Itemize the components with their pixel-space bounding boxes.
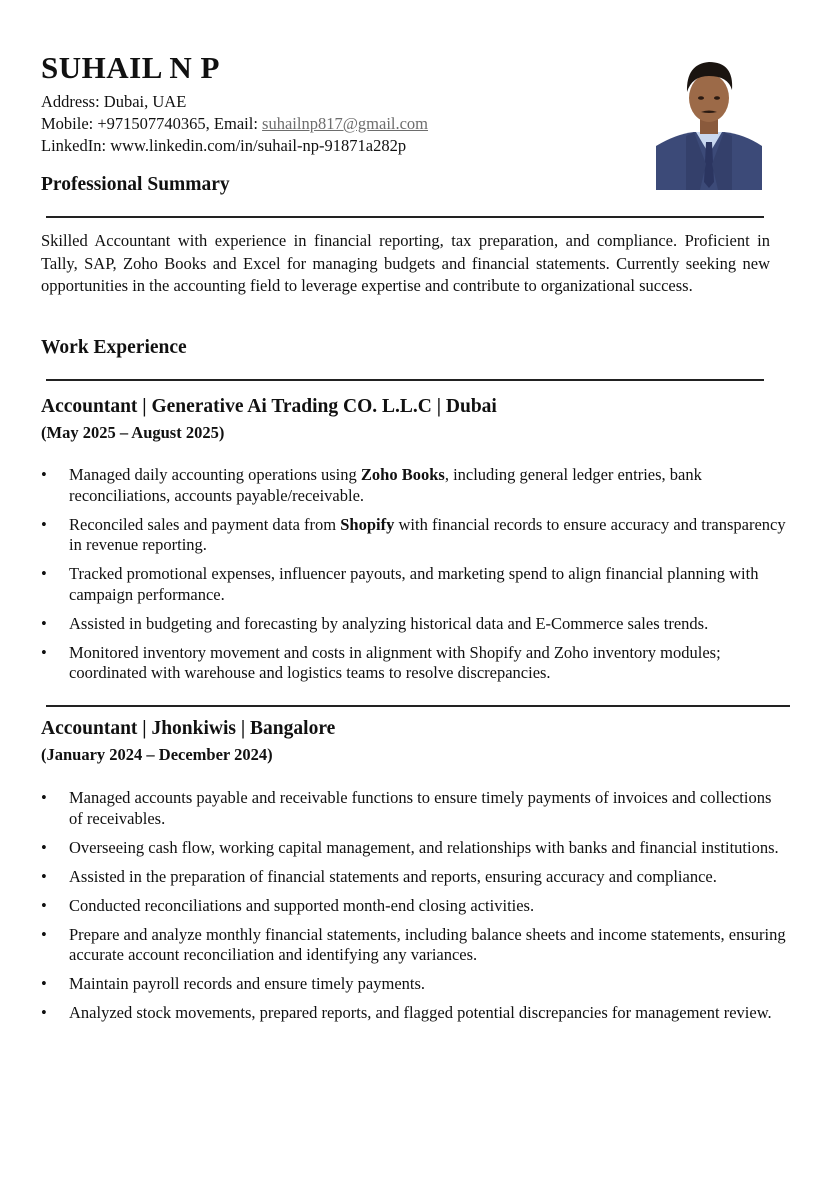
- summary-heading: Professional Summary: [41, 174, 230, 195]
- contact-block: [41, 91, 428, 157]
- job-title: Accountant | Generative Ai Trading CO. L.L.C | Dubai: [41, 396, 497, 417]
- job-bullet: • Overseeing cash flow, working capital management, and relationships with banks and financial institutions.: [41, 837, 779, 857]
- job-bullet-list: [41, 465, 786, 692]
- bullet-marker: •: [41, 514, 47, 534]
- mobile-text: Mobile: +971507740365, Email:: [41, 114, 263, 133]
- bullet-marker: •: [41, 837, 47, 857]
- job-bullet: • Assisted in budgeting and forecasting by analyzing historical data and E-Commerce sales trends.: [41, 613, 709, 633]
- email-link[interactable]: suhailnp817@gmail.com: [262, 114, 429, 133]
- job-divider: [46, 705, 790, 707]
- job-bullet: • Analyzed stock movements, prepared reports, and flagged potential discrepancies for management review.: [41, 1003, 772, 1022]
- bullet-marker: •: [41, 895, 47, 915]
- job-bullet: • Assisted in the preparation of financial statements and reports, ensuring accuracy and compliance.: [41, 866, 717, 886]
- job-dates: (January 2024 – December 2024): [41, 745, 273, 764]
- experience-divider: [46, 379, 764, 381]
- experience-heading: Work Experience: [41, 337, 187, 358]
- linkedin-line: LinkedIn: www.linkedin.com/in/suhail-np-91871a282p: [41, 136, 407, 155]
- job-bullet: • Maintain payroll records and ensure timely payments.: [41, 974, 426, 993]
- job-bullet-list: [41, 788, 786, 1032]
- bullet-marker: •: [41, 613, 47, 633]
- job-bullet: • Tracked promotional expenses, influencer payouts, and marketing spend to align financial planning with campaign performance.: [41, 564, 759, 604]
- job-bullet: • Prepare and analyze monthly financial statements, including balance sheets and income statements, ensuring accurate account reconciliation and identifying any variances.: [41, 924, 786, 964]
- job-bullet: • Conducted reconciliations and supported month-end closing activities.: [41, 895, 535, 915]
- bullet-marker: •: [41, 1003, 47, 1022]
- mobile-email-line: [41, 113, 428, 135]
- job-bullet: • Managed accounts payable and receivable functions to ensure timely payments of invoices and collections of receivables.: [41, 788, 772, 828]
- bullet-marker: •: [41, 465, 47, 484]
- bullet-marker: •: [41, 642, 47, 662]
- job-bullet: • Monitored inventory movement and costs in alignment with Shopify and Zoho inventory modules; coordinated with warehouse and logistics teams to resolve discrepancies.: [41, 642, 721, 682]
- profile-photo: [656, 54, 762, 190]
- summary-divider: [46, 216, 764, 218]
- job-title: Accountant | Jhonkiwis | Bangalore: [41, 718, 336, 739]
- job-dates: (May 2025 – August 2025): [41, 423, 225, 442]
- bullet-marker: •: [41, 974, 47, 993]
- job-bullet: • Managed daily accounting operations using Zoho Books, including general ledger entries, bank reconciliations, accounts payable/receivable.: [41, 465, 702, 505]
- bullet-marker: •: [41, 924, 47, 944]
- candidate-name: SUHAIL N P: [41, 50, 220, 85]
- bullet-marker: •: [41, 564, 47, 583]
- summary-text: Skilled Accountant with experience in financial reporting, tax preparation, and compliance. Proficient in Tally, SAP, Zoho Books and Excel for managing budgets and financial statements. Currently seeking new opportunities in the accounting field to leverage expertise and contribute to organizational success.: [41, 231, 770, 295]
- bullet-marker: •: [41, 788, 47, 807]
- bullet-marker: •: [41, 866, 47, 886]
- address-line: Address: Dubai, UAE: [41, 92, 187, 111]
- job-bullet: • Reconciled sales and payment data from Shopify with financial records to ensure accuracy and transparency in revenue reporting.: [41, 514, 786, 554]
